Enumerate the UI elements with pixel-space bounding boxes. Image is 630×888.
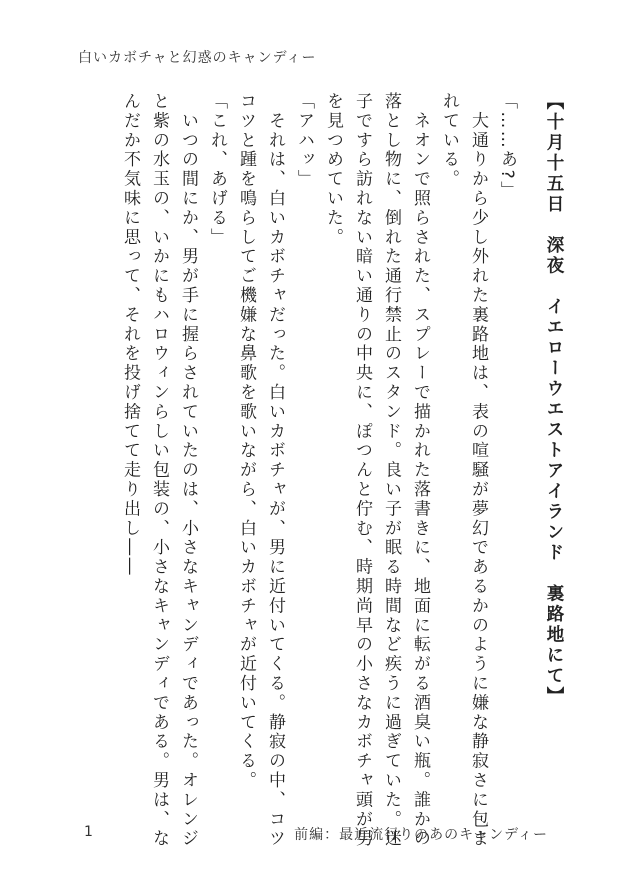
text-line: いつの間にか、男が手に握らされていたのは、小さなキャンディであった。オレンジ (178, 92, 198, 849)
text-line: コツと踵を鳴らしてご機嫌な鼻歌を歌いながら、白いカボチャが近付いてくる。 (236, 92, 256, 791)
page-number: 1 (84, 824, 93, 840)
section-title: 前編：最近流行りのあのキャンディー (294, 827, 548, 843)
heading-gap (521, 92, 535, 772)
text-line: ネオンで照らされた、スプレーで描かれた落書きに、地面に転がる酒臭い瓶。誰かの (410, 92, 430, 849)
text-line: 落とし物に、倒れた通行禁止のスタンド。良い子が眠る時間など疾うに過ぎていた。迷 (381, 92, 401, 849)
text-line: んだか不気味に思って、それを投げ捨てて走り出し―― (120, 92, 140, 577)
text-line: 「これ、あげる」 (207, 92, 227, 248)
text-line: 大通りから少し外れた裏路地は、表の喧騒が夢幻であるかのように嫌な静寂さに包ま (468, 92, 488, 849)
text-line: 「……あ?」 (497, 92, 517, 201)
running-footer (0, 824, 630, 844)
running-header: 白いカボチャと幻惑のキャンディー (78, 50, 317, 66)
text-line: 「アハッ」 (294, 92, 314, 189)
chapter-heading: 【十月十五日 深夜 イエローウエストアイランド 裏路地にて】 (544, 92, 564, 707)
text-line: れている。 (439, 92, 459, 189)
text-line: と紫の水玉の、いかにもハロウィンらしい包装の、小さなキャンディである。男は、な (149, 92, 169, 849)
text-line: それは、白いカボチャだった。白いカボチャが、男に近付いてくる。静寂の中、コツ (265, 92, 285, 849)
text-line: を見つめていた。 (323, 92, 343, 248)
text-line: 子ですら訪れない暗い通りの中央に、ぽつんと佇む、時期尚早の小さなカボチャ頭が男 (352, 92, 372, 849)
